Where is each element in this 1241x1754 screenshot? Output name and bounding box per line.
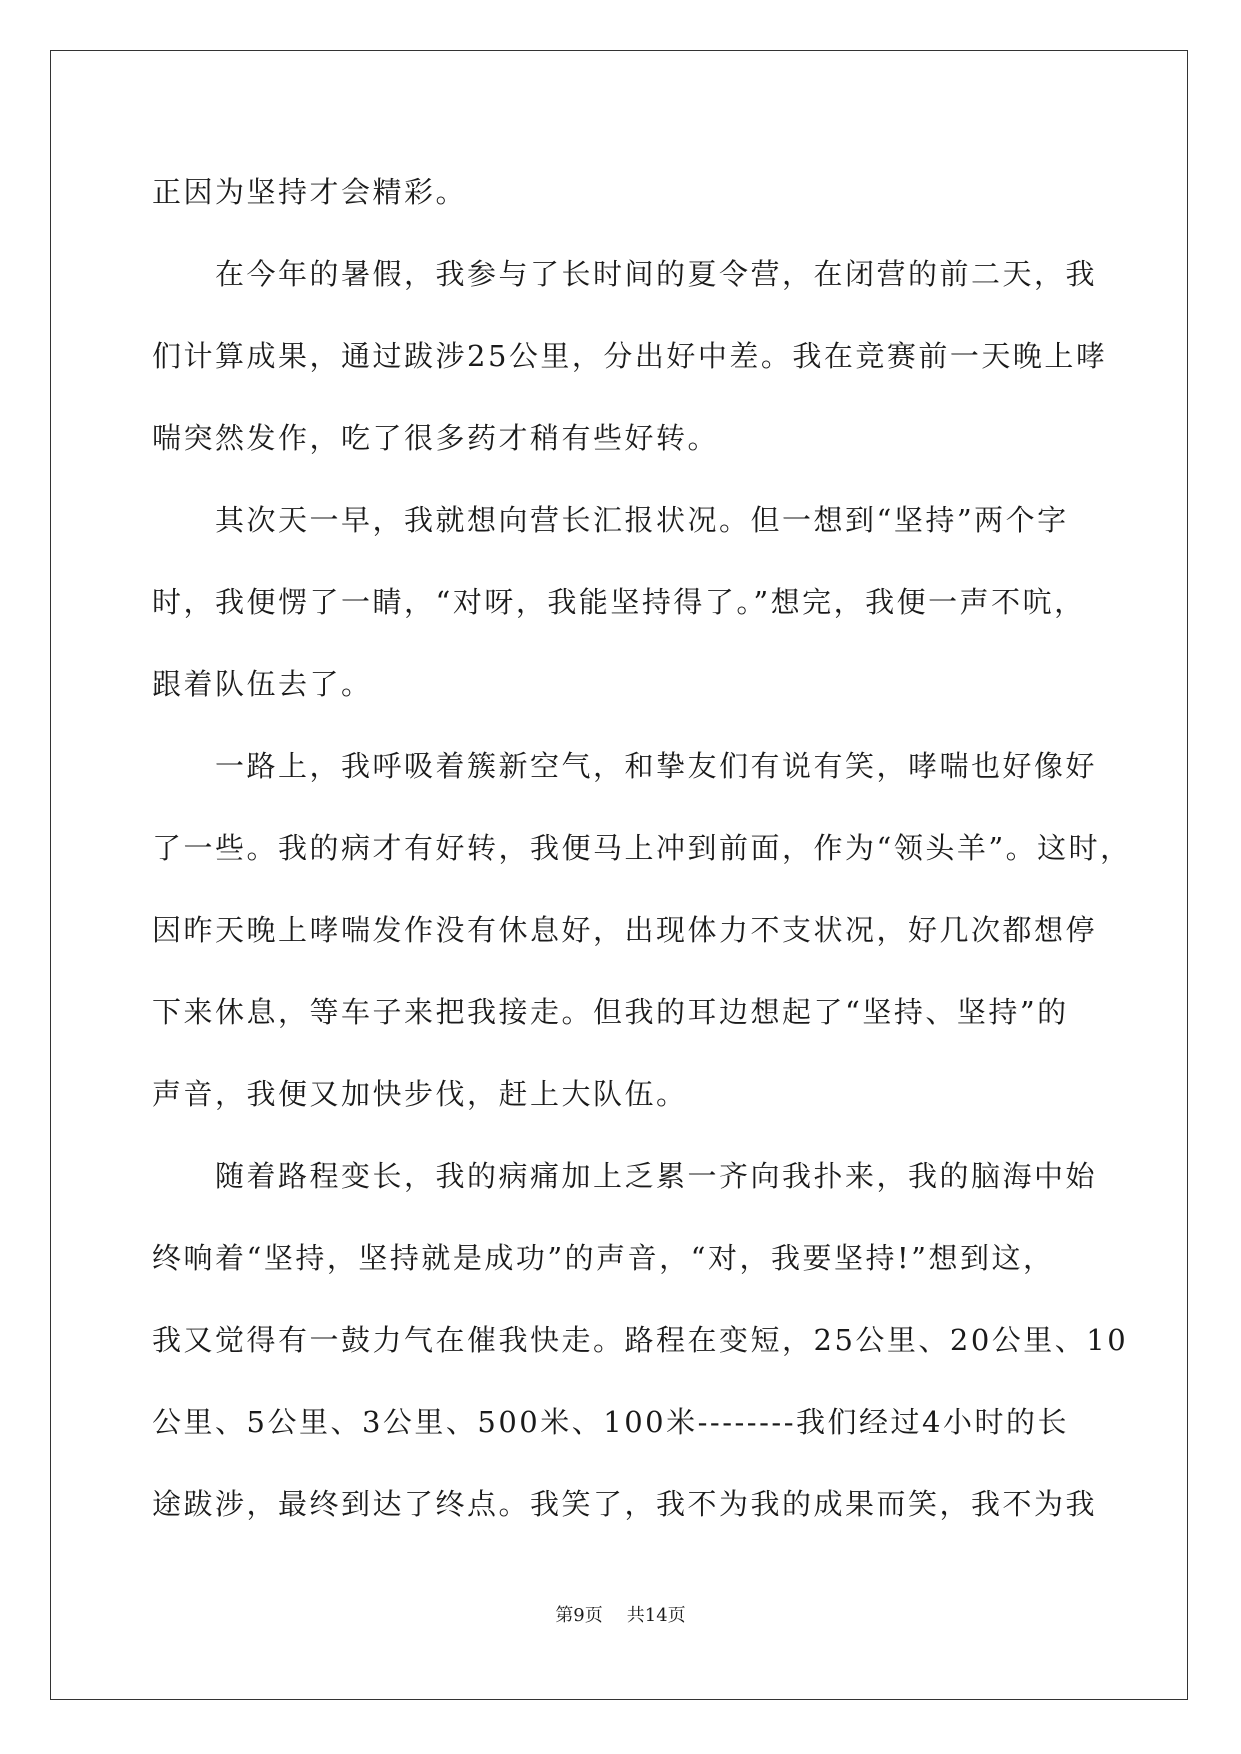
text-line: 正因为坚持才会精彩。: [152, 175, 468, 209]
page-border: [50, 50, 1188, 1700]
text-line: 终响着“坚持，坚持就是成功”的声音，“对，我要坚持!”想到这，: [152, 1241, 1055, 1275]
text-line: 因昨天晚上哮喘发作没有休息好，出现体力不支状况，好几次都想停: [152, 913, 1098, 947]
text-line: 我又觉得有一鼓力气在催我快走。路程在变短，25公里、20公里、10: [152, 1323, 1129, 1357]
page-total: 共14页: [626, 1605, 686, 1626]
text-line: 们计算成果，通过跋涉25公里，分出好中差。我在竞赛前一天晚上哮: [152, 339, 1108, 373]
text-line: 跟着队伍去了。: [152, 667, 373, 701]
text-line: 公里、5公里、3公里、500米、100米--------我们经过4小时的长: [152, 1405, 1069, 1439]
text-line: 途跋涉，最终到达了终点。我笑了，我不为我的成果而笑，我不为我: [152, 1487, 1098, 1521]
text-line: 时，我便愣了一睛，“对呀，我能坚持得了。”想完，我便一声不吭，: [152, 585, 1086, 619]
text-line: 下来休息，等车子来把我接走。但我的耳边想起了“坚持、坚持”的: [152, 995, 1069, 1029]
text-line: 了一些。我的病才有好转，我便马上冲到前面，作为“领头羊”。这时，: [152, 831, 1132, 865]
text-line: 喘突然发作，吃了很多药才稍有些好转。: [152, 421, 720, 455]
text-line: 其次天一早，我就想向营长汇报状况。但一想到“坚持”两个字: [215, 503, 1069, 537]
page-footer: [0, 1604, 1241, 1628]
text-line: 一路上，我呼吸着簇新空气，和挚友们有说有笑，哮喘也好像好: [215, 749, 1098, 783]
text-line: 在今年的暑假，我参与了长时间的夏令营，在闭营的前二天，我: [215, 257, 1098, 291]
page-number: 第9页: [555, 1605, 603, 1626]
text-line: 声音，我便又加快步伐，赶上大队伍。: [152, 1077, 688, 1111]
text-line: 随着路程变长，我的病痛加上乏累一齐向我扑来，我的脑海中始: [215, 1159, 1098, 1193]
